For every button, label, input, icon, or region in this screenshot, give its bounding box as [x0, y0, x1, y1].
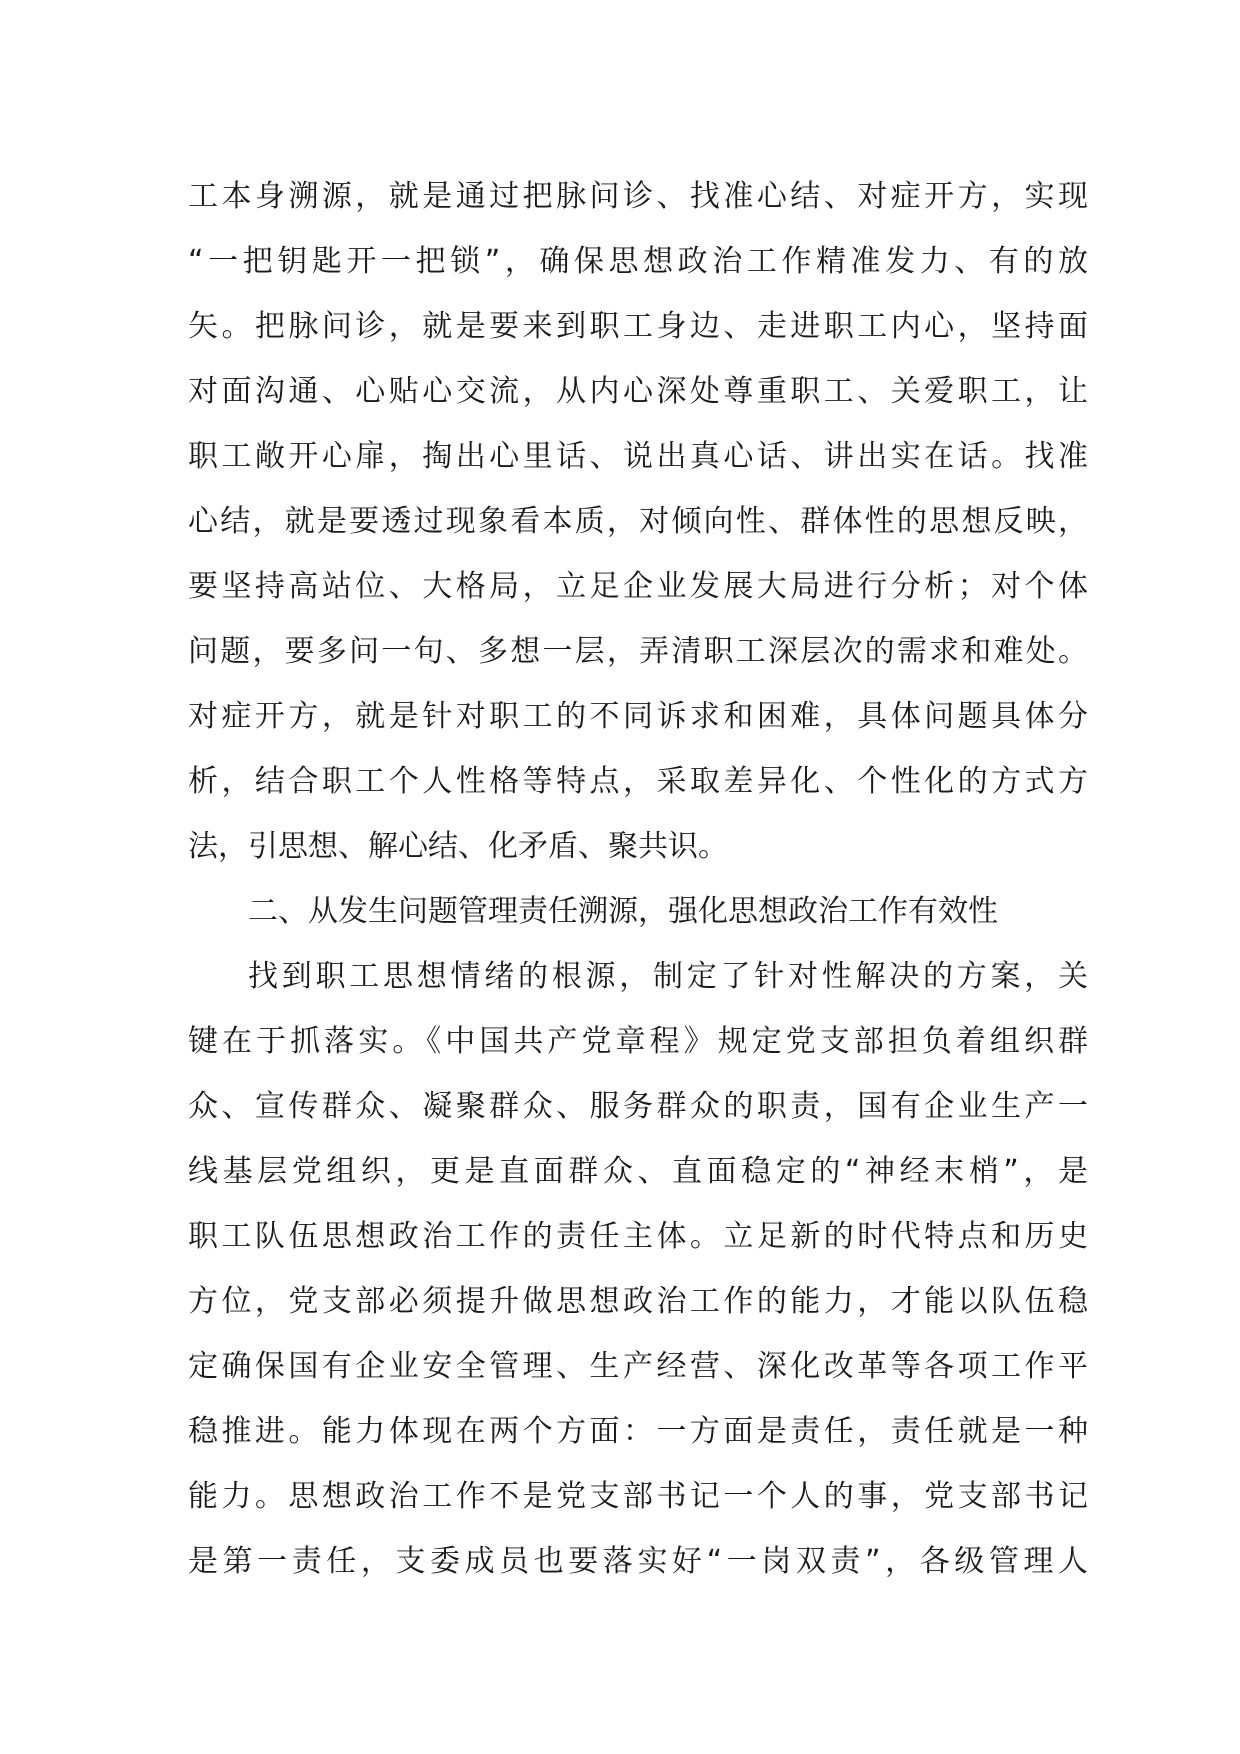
- text-line: “一把钥匙开一把锁”，确保思想政治工作精准发力、有的放: [188, 244, 1088, 279]
- text-line: 要坚持高站位、大格局，立足企业发展大局进行分析；对个体: [188, 569, 1088, 604]
- text-line: 职工队伍思想政治工作的责任主体。立足新的时代特点和历史: [188, 1219, 1088, 1254]
- text-line: 众、宣传群众、凝聚群众、服务群众的职责，国有企业生产一: [188, 1089, 1088, 1124]
- text-line: 问题，要多问一句、多想一层，弄清职工深层次的需求和难处。: [188, 634, 1088, 669]
- text-line: 心结，就是要透过现象看本质，对倾向性、群体性的思想反映，: [188, 504, 1088, 539]
- body-text: [188, 164, 1088, 1594]
- text-line: 析，结合职工个人性格等特点，采取差异化、个性化的方式方: [188, 764, 1088, 799]
- text-line: 方位，党支部必须提升做思想政治工作的能力，才能以队伍稳: [188, 1284, 1088, 1319]
- text-line: 找到职工思想情绪的根源，制定了针对性解决的方案，关: [248, 959, 1088, 994]
- text-line: 工本身溯源，就是通过把脉问诊、找准心结、对症开方，实现: [188, 179, 1088, 214]
- text-line: 对面沟通、心贴心交流，从内心深处尊重职工、关爱职工，让: [188, 374, 1088, 409]
- text-line: 键在于抓落实。《中国共产党章程》规定党支部担负着组织群: [188, 1024, 1088, 1059]
- text-line: 定确保国有企业安全管理、生产经营、深化改革等各项工作平: [188, 1349, 1088, 1384]
- section-heading: 二、从发生问题管理责任溯源，强化思想政治工作有效性: [248, 894, 998, 929]
- text-line: 稳推进。能力体现在两个方面：一方面是责任，责任就是一种: [188, 1414, 1088, 1449]
- text-line: 法，引思想、解心结、化矛盾、聚共识。: [188, 829, 728, 864]
- text-line: 能力。思想政治工作不是党支部书记一个人的事，党支部书记: [188, 1479, 1088, 1514]
- text-line: 对症开方，就是针对职工的不同诉求和困难，具体问题具体分: [188, 699, 1088, 734]
- text-line: 是第一责任，支委成员也要落实好“一岗双责”，各级管理人: [188, 1544, 1088, 1579]
- text-line: 线基层党组织，更是直面群众、直面稳定的“神经末梢”，是: [188, 1154, 1088, 1189]
- text-line: 矢。把脉问诊，就是要来到职工身边、走进职工内心，坚持面: [188, 309, 1088, 344]
- text-line: 职工敞开心扉，掏出心里话、说出真心话、讲出实在话。找准: [188, 439, 1088, 474]
